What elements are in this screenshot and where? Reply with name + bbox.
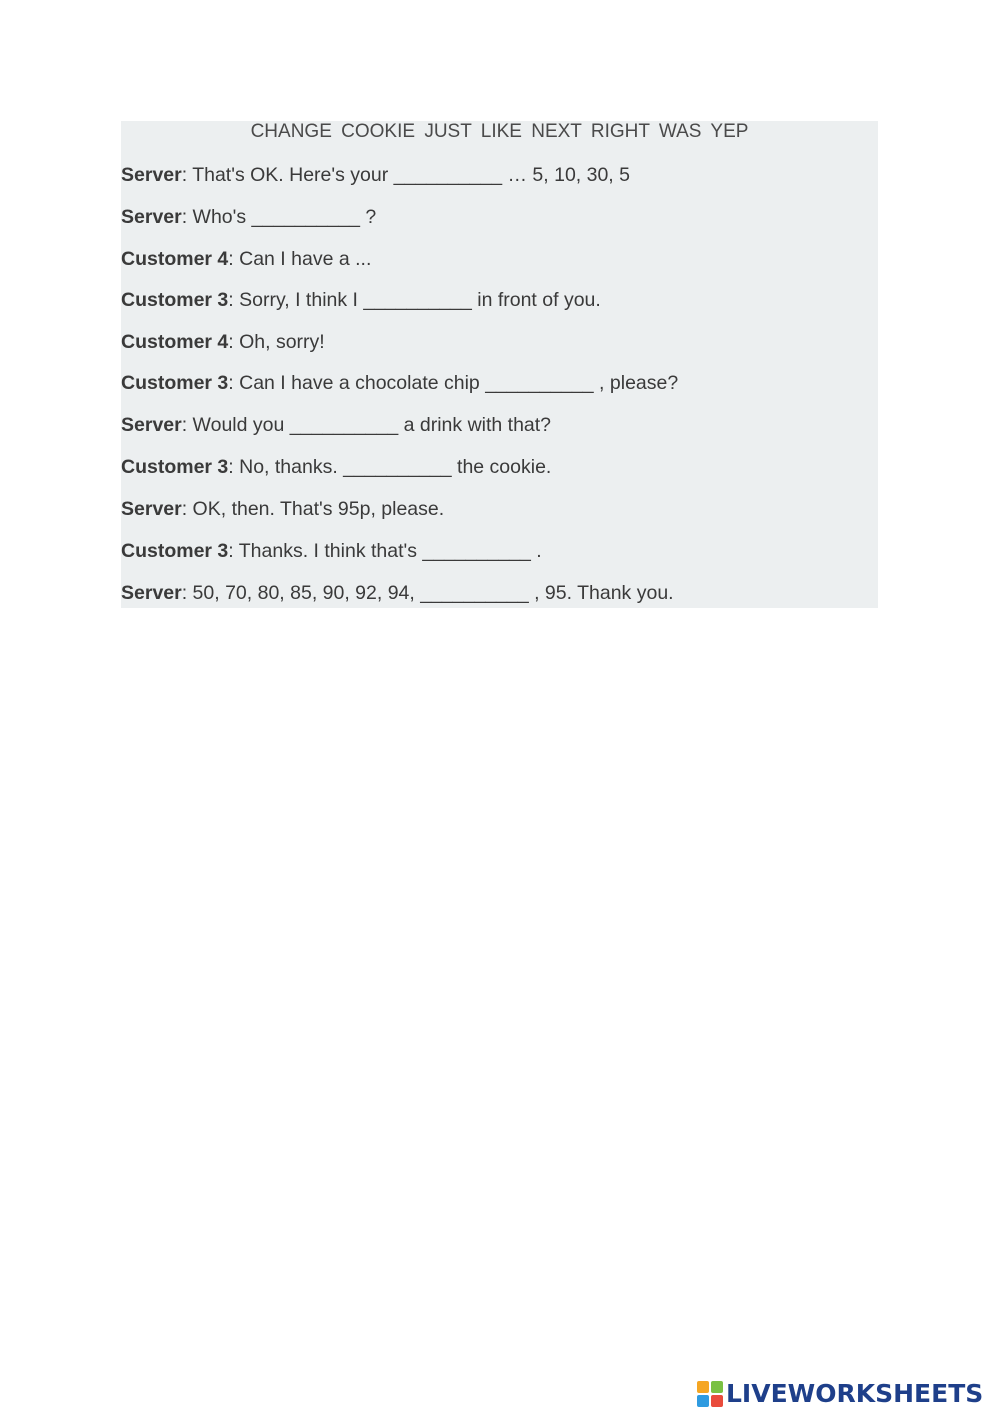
dialogue-line <box>121 247 371 271</box>
dialogue-line <box>121 455 551 479</box>
speaker-name: Customer 3 <box>121 456 229 478</box>
word-bank: CHANGE COOKIE JUST LIKE NEXT RIGHT WAS YEP <box>250 121 749 142</box>
speaker-name: Server <box>121 582 182 604</box>
logo-square-icon <box>711 1381 723 1393</box>
line-text: : OK, then. That's 95p, please. <box>181 498 445 520</box>
line-text: : Can I have a ... <box>228 248 372 270</box>
line-text: : Can I have a chocolate chip __________ , please? <box>228 372 679 394</box>
speaker-name: Customer 4 <box>121 331 229 353</box>
speaker-name: Customer 4 <box>121 248 229 270</box>
speaker-name: Server <box>121 414 182 436</box>
speaker-name: Server <box>121 164 182 186</box>
worksheet-panel <box>121 121 878 608</box>
logo-square-icon <box>697 1381 709 1393</box>
dialogue-line <box>121 371 678 395</box>
speaker-name: Customer 3 <box>121 372 229 394</box>
speaker-name: Server <box>121 498 182 520</box>
dialogue-line <box>121 163 630 187</box>
dialogue-line <box>121 330 325 354</box>
line-text: : Would you __________ a drink with that? <box>181 414 552 436</box>
dialogue-line <box>121 539 542 563</box>
line-text: : That's OK. Here's your __________ … 5, 10, 30, 5 <box>181 164 630 186</box>
logo-square-icon <box>697 1395 709 1407</box>
line-text: : Oh, sorry! <box>228 331 325 353</box>
line-text: : Sorry, I think I __________ in front of you. <box>228 289 601 311</box>
liveworksheets-logo-icon <box>697 1381 723 1407</box>
liveworksheets-brand <box>697 1379 983 1409</box>
speaker-name: Customer 3 <box>121 289 229 311</box>
line-text: : Thanks. I think that's __________ . <box>228 540 542 562</box>
line-text: : No, thanks. __________ the cookie. <box>228 456 552 478</box>
brand-name: LIVEWORKSHEETS <box>726 1379 984 1408</box>
dialogue-line <box>121 288 601 312</box>
dialogue-line <box>121 581 674 605</box>
dialogue-line <box>121 497 444 521</box>
dialogue-line <box>121 205 376 229</box>
speaker-name: Customer 3 <box>121 540 229 562</box>
dialogue-line <box>121 413 551 437</box>
logo-square-icon <box>711 1395 723 1407</box>
line-text: : Who's __________ ? <box>181 206 377 228</box>
speaker-name: Server <box>121 206 182 228</box>
line-text: : 50, 70, 80, 85, 90, 92, 94, __________ , 95. Thank you. <box>181 582 674 604</box>
